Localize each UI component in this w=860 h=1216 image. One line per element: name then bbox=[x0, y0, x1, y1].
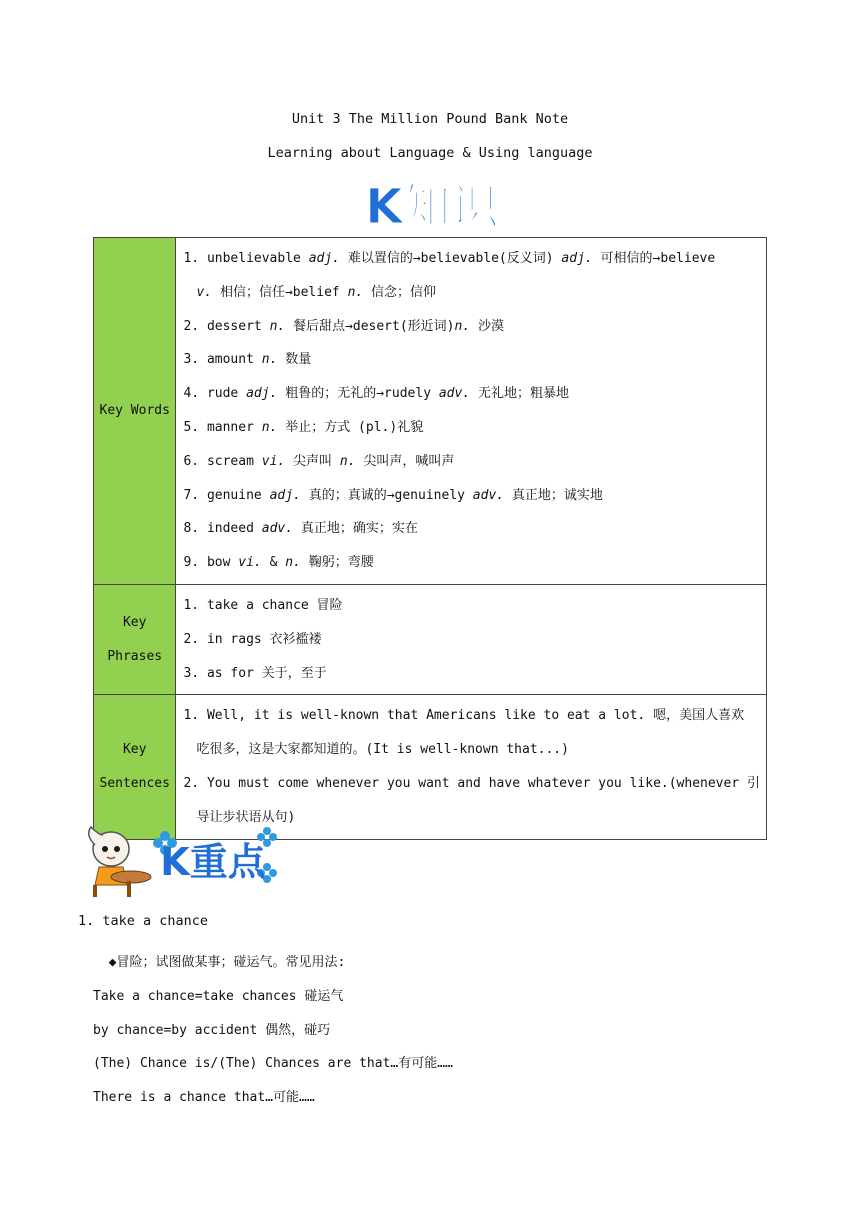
table-row-key-words bbox=[94, 238, 767, 585]
entry-text: 相信；信任→belief bbox=[212, 284, 348, 300]
table-row-key-sentences bbox=[94, 695, 767, 839]
row-content bbox=[176, 584, 767, 694]
entry-line bbox=[183, 546, 760, 580]
row-content bbox=[176, 238, 767, 585]
entry-line bbox=[183, 242, 760, 276]
row-label bbox=[94, 238, 176, 585]
entry-text: 1. take a chance 冒险 bbox=[183, 597, 343, 613]
lesson-subtitle: Learning about Language & Using language bbox=[267, 145, 593, 161]
key-points-logo bbox=[83, 825, 293, 897]
section-line: by chance=by accident 偶然，碰巧 bbox=[93, 1022, 331, 1038]
table-row-key-phrases bbox=[94, 584, 767, 694]
row-label-line: Phrases bbox=[107, 648, 163, 664]
entry-text: 难以置信的→believable(反义词) bbox=[340, 251, 562, 266]
part-of-speech: adj. bbox=[308, 251, 341, 266]
part-of-speech: n. bbox=[261, 352, 278, 368]
part-of-speech: n. bbox=[454, 318, 471, 334]
entry-line bbox=[183, 733, 760, 767]
part-of-speech: v. bbox=[196, 284, 213, 300]
entry-text: 粗鲁的；无礼的→rudely bbox=[277, 386, 439, 402]
entry-text: 1. unbelievable bbox=[183, 251, 309, 266]
section-line: There is a chance that…可能…… bbox=[93, 1090, 315, 1106]
unit-title: Unit 3 The Million Pound Bank Note bbox=[291, 111, 569, 127]
entry-line bbox=[183, 699, 760, 733]
entry-text: 餐后甜点→desert(形近词) bbox=[285, 318, 455, 334]
entry-line bbox=[183, 589, 760, 623]
row-content bbox=[176, 695, 767, 839]
mascot-icon bbox=[89, 827, 151, 897]
entry-text: & bbox=[261, 555, 286, 571]
entry-text: 无礼地；粗暴地 bbox=[470, 386, 569, 402]
entry-text: 鞠躬；弯腰 bbox=[300, 555, 374, 571]
row-label-line: Key bbox=[122, 741, 147, 757]
entry-text: 真正地；诚实地 bbox=[504, 487, 603, 503]
entry-text: 2. You must come whenever you want and have whatever you like.(whenever 引 bbox=[183, 775, 760, 791]
part-of-speech: vi. bbox=[238, 555, 262, 571]
entry-text: 尖声叫 bbox=[285, 453, 340, 469]
knowledge-logo bbox=[342, 173, 522, 235]
row-label-line: Key bbox=[122, 614, 147, 630]
entry-text: 2. in rags 衣衫褴褛 bbox=[183, 631, 322, 647]
part-of-speech: n. bbox=[261, 419, 278, 435]
entry-text: 5. manner bbox=[183, 419, 262, 435]
part-of-speech: adv. bbox=[261, 521, 294, 537]
entry-text: 尖叫声，喊叫声 bbox=[355, 453, 455, 469]
part-of-speech: adj. bbox=[561, 251, 593, 266]
entry-text: 4. rude bbox=[183, 386, 247, 402]
entry-text: 6. scream bbox=[183, 453, 262, 469]
entry-text: 8. indeed bbox=[183, 521, 262, 537]
knowledge-table bbox=[93, 237, 767, 840]
entry-text: 3. amount bbox=[183, 352, 262, 368]
entry-line bbox=[183, 512, 760, 546]
entry-text: 数量 bbox=[277, 352, 312, 368]
row-label bbox=[94, 584, 176, 694]
entry-line bbox=[183, 411, 760, 445]
entry-text: 2. dessert bbox=[183, 318, 270, 334]
entry-text: 真的；真诚的→genuinely bbox=[300, 487, 473, 503]
section-body bbox=[93, 946, 453, 1115]
entry-text: 举止；方式 (pl.)礼貌 bbox=[277, 419, 424, 435]
section-line: Take a chance=take chances 碰运气 bbox=[93, 988, 344, 1004]
entry-text: 9. bow bbox=[183, 555, 239, 571]
part-of-speech: vi. bbox=[261, 453, 286, 469]
entry-text: 沙漠 bbox=[470, 318, 504, 334]
entry-text: 3. as for 关于，至于 bbox=[183, 665, 327, 681]
entry-text: 信念；信仰 bbox=[363, 284, 437, 300]
row-label-text: Key Words bbox=[99, 402, 170, 418]
key-points-logo-text: K重点 bbox=[160, 840, 266, 884]
part-of-speech: adj. bbox=[269, 487, 301, 503]
part-of-speech: n. bbox=[347, 284, 364, 300]
entry-line bbox=[183, 479, 760, 513]
part-of-speech: n. bbox=[339, 453, 356, 469]
entry-text: 可相信的→believe bbox=[592, 251, 716, 266]
entry-text: 导让步状语从句) bbox=[196, 809, 296, 825]
entry-line bbox=[183, 276, 760, 310]
entry-line bbox=[183, 310, 760, 344]
part-of-speech: adj. bbox=[246, 386, 278, 402]
entry-text: 真正地；确实；实在 bbox=[293, 521, 418, 537]
section-line: (The) Chance is/(The) Chances are that…有可能…… bbox=[93, 1056, 453, 1072]
entry-line bbox=[183, 767, 760, 801]
part-of-speech: n. bbox=[285, 555, 301, 571]
part-of-speech: adv. bbox=[438, 386, 471, 402]
row-label-line: Sentences bbox=[99, 775, 170, 791]
entry-line bbox=[183, 343, 760, 377]
entry-text: 吃很多，这是大家都知道的。(It is well-known that...) bbox=[196, 742, 569, 758]
part-of-speech: n. bbox=[269, 318, 286, 334]
part-of-speech: adv. bbox=[472, 487, 505, 503]
entry-line bbox=[183, 445, 760, 479]
section-line: ◆冒险；试图做某事；碰运气。常见用法: bbox=[93, 955, 346, 970]
entry-text: 7. genuine bbox=[183, 487, 270, 503]
entry-line bbox=[183, 657, 760, 691]
row-label bbox=[94, 695, 176, 839]
section-heading: 1. take a chance bbox=[78, 913, 209, 929]
knowledge-logo-text: K知识 bbox=[365, 179, 499, 235]
entry-line bbox=[183, 377, 760, 411]
entry-line bbox=[183, 623, 760, 657]
entry-text: 1. Well, it is well-known that Americans like to eat a lot. 嗯，美国人喜欢 bbox=[183, 708, 745, 724]
